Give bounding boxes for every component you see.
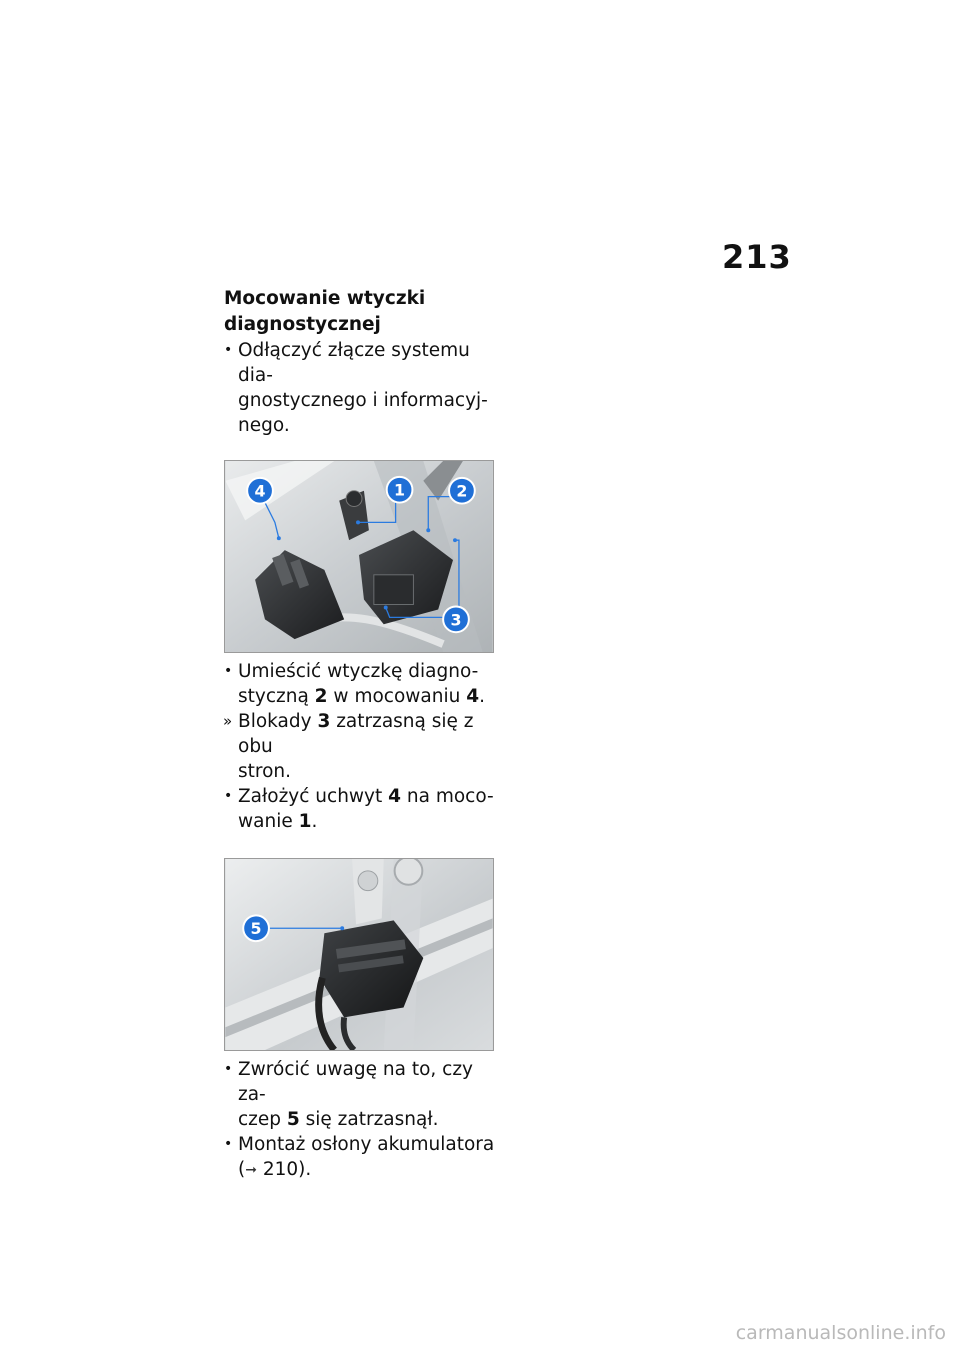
- callout-5: [243, 915, 269, 941]
- svg-text:3: 3: [450, 610, 462, 630]
- svg-text:5: 5: [250, 919, 262, 939]
- page-reference[interactable]: 210: [262, 1159, 299, 1180]
- bullet-marker: •: [224, 1136, 233, 1152]
- step-insert-plug: • Umieścić wtyczkę diagno- styczną 2 w mocowaniu 4.: [224, 661, 485, 707]
- figure-latch-illustration: [225, 859, 493, 1050]
- section-heading: Mocowanie wtyczki diagnostycznej: [224, 288, 426, 335]
- bullet-marker: •: [224, 663, 233, 679]
- svg-text:1: 1: [394, 480, 406, 500]
- figure-diagnostic-connector-illustration: [225, 461, 493, 652]
- content-column: [224, 286, 496, 1183]
- step-install-cover: • Montaż osłony akumulatora (➞ 210).: [224, 1132, 496, 1183]
- callout-2: [449, 478, 475, 504]
- step-fit-holder: • Założyć uchwyt 4 na moco- wanie 1.: [224, 786, 494, 832]
- step-result-locks: » Blokady 3 zatrzasną się z obu stron.: [223, 711, 474, 782]
- figure-diagnostic-connector: [224, 460, 494, 653]
- arrow-right-icon: ➞: [245, 1162, 257, 1178]
- step-check-latch: • Zwrócić uwagę na to, czy za- czep 5 się zatrzasnął.: [224, 1059, 473, 1130]
- step-disconnect: • Odłączyć złącze systemu dia- gnostycznego i informacyj- nego.: [224, 340, 488, 436]
- bullet-marker: •: [224, 788, 233, 804]
- callout-3: [443, 606, 469, 632]
- svg-text:4: 4: [254, 481, 266, 501]
- bullet-marker: •: [224, 342, 233, 358]
- site-watermark: carmanualsonline.info: [735, 1322, 946, 1344]
- bullet-marker: •: [224, 1061, 233, 1077]
- callout-1: [387, 477, 413, 503]
- svg-text:2: 2: [456, 481, 468, 501]
- callout-4: [247, 478, 273, 504]
- page-number: 213: [722, 238, 792, 276]
- result-marker: »: [223, 712, 233, 730]
- figure-latch: [224, 858, 494, 1051]
